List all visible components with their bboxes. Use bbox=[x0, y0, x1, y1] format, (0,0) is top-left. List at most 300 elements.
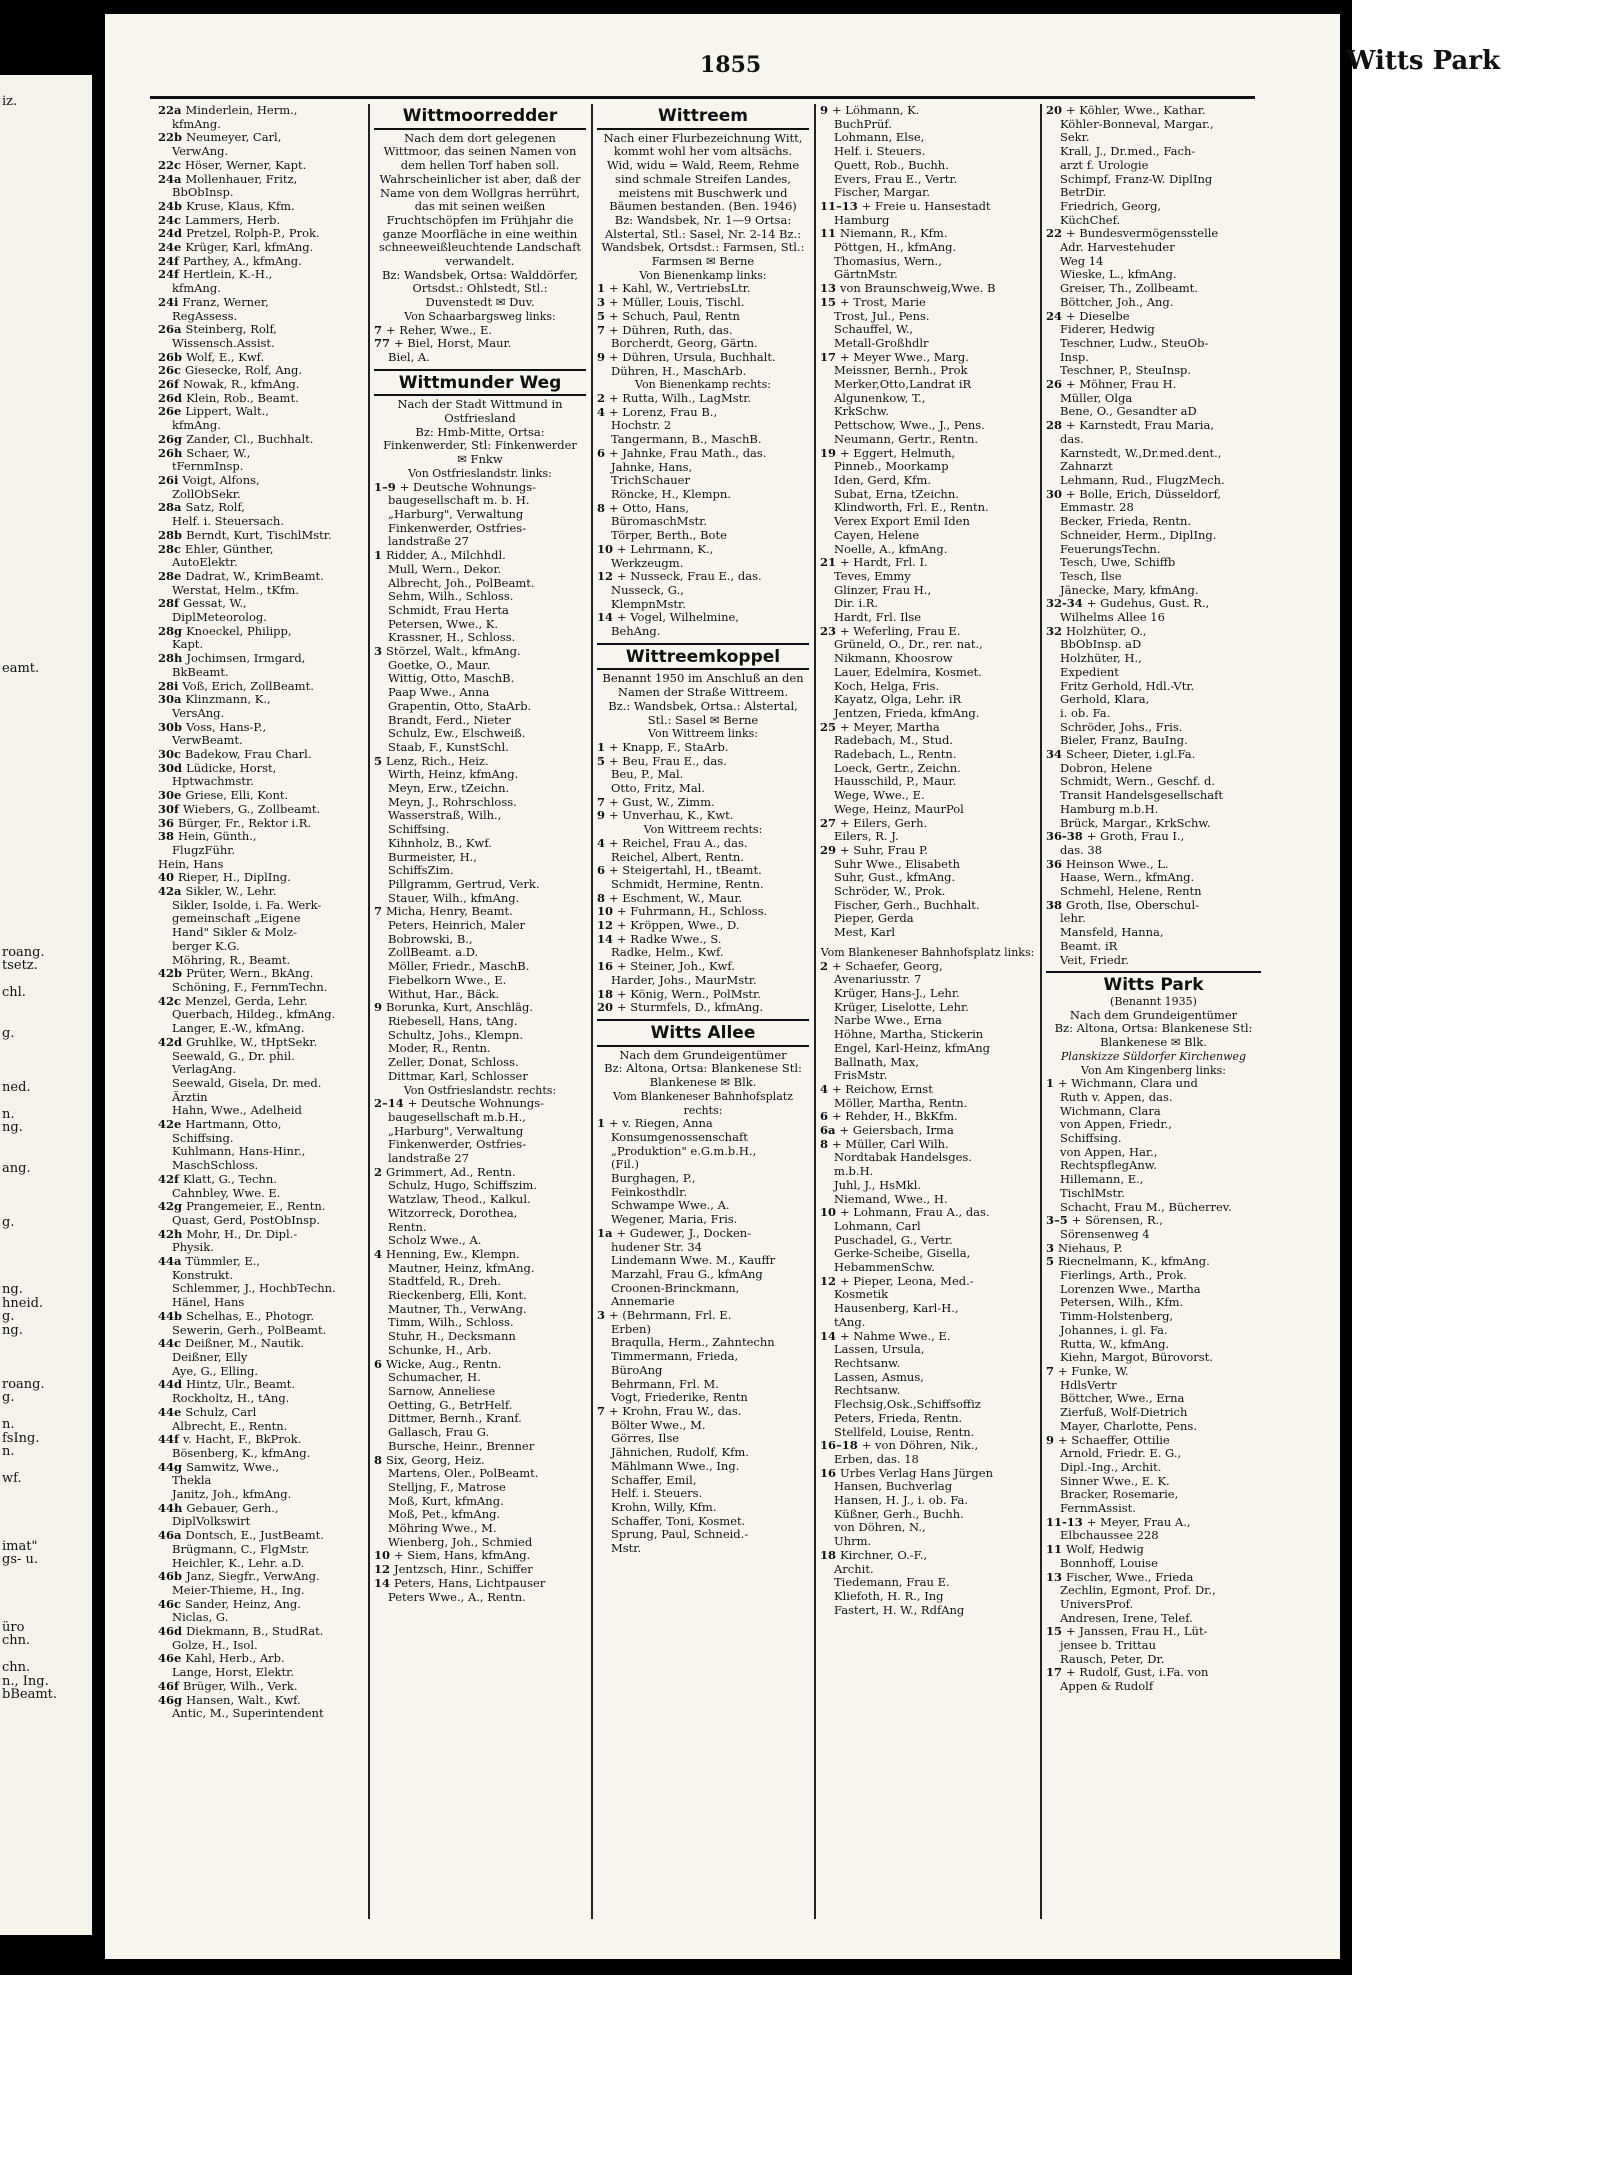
directory-entry bbox=[1046, 392, 1261, 406]
resident-text: Dipl.-Ing., Archit. bbox=[1060, 1460, 1162, 1474]
resident-text: + Sturmfels, D., kfmAng. bbox=[617, 1001, 764, 1015]
resident-text: + Lohmann, Frau A., das. bbox=[840, 1206, 990, 1220]
resident-text: + Groth, Frau I., bbox=[1086, 830, 1185, 844]
house-number: 42e bbox=[158, 1118, 186, 1132]
directory-entry bbox=[158, 419, 363, 433]
resident-text: + Biel, Horst, Maur. bbox=[394, 337, 512, 351]
directory-entry bbox=[1046, 1406, 1261, 1420]
directory-entry bbox=[1046, 1365, 1261, 1379]
resident-text: FrisMstr. bbox=[834, 1069, 888, 1083]
resident-text: Voigt, Alfons, bbox=[182, 473, 260, 487]
directory-entry bbox=[374, 481, 586, 495]
directory-entry bbox=[597, 296, 809, 310]
resident-text: Algunenkow, T., bbox=[834, 391, 926, 405]
directory-entry bbox=[374, 1440, 586, 1454]
directory-entry bbox=[820, 1384, 1035, 1398]
directory-entry bbox=[1046, 1132, 1261, 1146]
resident-text: + Bundesvermögensstelle bbox=[1066, 227, 1219, 241]
resident-text: Brandt, Ferd., Nieter bbox=[388, 713, 511, 727]
directory-entry bbox=[158, 762, 363, 776]
resident-text: Stelljng, F., Matrose bbox=[388, 1480, 506, 1494]
resident-text: Adr. Harvestehuder bbox=[1060, 241, 1175, 255]
house-number: 22a bbox=[158, 104, 186, 117]
directory-entry bbox=[820, 803, 1035, 817]
resident-text: landstraße 27 bbox=[388, 535, 469, 549]
directory-entry bbox=[1046, 748, 1261, 762]
resident-text: Arnold, Friedr. E. G., bbox=[1060, 1447, 1182, 1461]
house-number: 6 bbox=[820, 1110, 833, 1124]
street-district: Bz: Hmb-Mitte, Ortsa: Finkenwerder, Stl: Finkenwerder ✉ Fnkw bbox=[383, 424, 577, 467]
resident-text: + Siem, Hans, kfmAng. bbox=[394, 1549, 531, 1563]
house-number: 30e bbox=[158, 789, 186, 803]
resident-text: Böttcher, Joh., Ang. bbox=[1060, 295, 1174, 309]
street-title: Witts Park bbox=[1103, 975, 1204, 996]
house-number: 16 bbox=[820, 1466, 841, 1480]
directory-entry bbox=[1046, 1242, 1261, 1256]
house-number: 28g bbox=[158, 624, 187, 638]
directory-entry bbox=[597, 1446, 809, 1460]
previous-page-fragment: g. bbox=[2, 1025, 15, 1041]
resident-text: + Gudewer, J., Docken- bbox=[616, 1226, 752, 1240]
directory-entry bbox=[374, 1015, 586, 1029]
house-number: 4 bbox=[374, 1247, 387, 1261]
directory-entry bbox=[158, 1118, 363, 1132]
directory-entry bbox=[820, 1165, 1035, 1179]
resident-text: Hansen, H. J., i. ob. Fa. bbox=[834, 1494, 969, 1508]
directory-entry bbox=[374, 337, 586, 351]
column-5 bbox=[1046, 104, 1261, 1924]
directory-entry bbox=[158, 1378, 363, 1392]
resident-text: Deißner, M., Nautik. bbox=[185, 1337, 305, 1351]
resident-text: Riebesell, Hans, tAng. bbox=[388, 1015, 518, 1028]
directory-entry bbox=[597, 796, 809, 810]
directory-entry bbox=[1046, 1310, 1261, 1324]
resident-text: Holzhüter, O., bbox=[1066, 624, 1147, 638]
street-district: Bz: Wandsbek, Ortsa: Walddörfer, Ortsdst.: Ohlstedt, Stl.: Duvenstedt ✉ Duv. bbox=[381, 267, 579, 310]
resident-text: + Unverhau, K., Kwt. bbox=[609, 809, 734, 823]
directory-entry bbox=[158, 227, 363, 241]
direction-subheading: Vom Blankeneser Bahnhofsplatz rechts: bbox=[613, 1089, 793, 1117]
directory-entry bbox=[597, 1282, 809, 1296]
directory-entry bbox=[820, 241, 1035, 255]
previous-page-fragment: fsIng. bbox=[2, 1430, 40, 1446]
directory-entry bbox=[1046, 1502, 1261, 1516]
resident-text: Sinner Wwe., E. K. bbox=[1060, 1474, 1170, 1488]
directory-entry bbox=[158, 310, 363, 324]
directory-entry bbox=[597, 365, 809, 379]
house-number: 17 bbox=[820, 350, 841, 364]
street-description: Nach dem Grundeigentümer bbox=[619, 1047, 787, 1062]
directory-entry bbox=[374, 1563, 586, 1577]
previous-page-fragment: iz. bbox=[2, 94, 18, 109]
directory-entry bbox=[597, 1487, 809, 1501]
directory-entry bbox=[1046, 680, 1261, 694]
directory-entry bbox=[1046, 734, 1261, 748]
directory-entry bbox=[597, 1515, 809, 1529]
house-number: 30f bbox=[158, 802, 183, 816]
previous-page-fragment: ng. bbox=[2, 1120, 23, 1135]
directory-entry bbox=[1046, 611, 1261, 625]
resident-text: „Produktion" e.G.m.b.H., bbox=[611, 1144, 757, 1158]
directory-entry bbox=[820, 707, 1035, 721]
directory-entry bbox=[374, 672, 586, 686]
resident-text: Heinson Wwe., L. bbox=[1066, 857, 1169, 871]
resident-text: Bölter Wwe., M. bbox=[611, 1418, 706, 1432]
resident-text: Beamt. iR bbox=[1060, 939, 1118, 953]
house-number: 17 bbox=[1046, 1666, 1067, 1680]
house-number: 8 bbox=[597, 891, 610, 905]
directory-entry bbox=[374, 946, 586, 960]
directory-entry bbox=[820, 282, 1035, 296]
directory-entry bbox=[158, 981, 363, 995]
directory-entry bbox=[158, 899, 363, 913]
resident-text: Radke, Helm., Kwf. bbox=[611, 946, 724, 960]
house-number: 36 bbox=[158, 816, 179, 830]
house-number: 7 bbox=[597, 1404, 610, 1418]
resident-text: Bieler, Franz, BauIng. bbox=[1060, 734, 1188, 748]
directory-entry bbox=[158, 1310, 363, 1324]
directory-entry bbox=[1046, 405, 1261, 419]
resident-text: + von Döhren, Nik., bbox=[861, 1439, 979, 1453]
directory-entry bbox=[1046, 912, 1261, 926]
directory-entry bbox=[374, 1166, 586, 1180]
house-number: 26a bbox=[158, 323, 186, 337]
resident-text: + Krohn, Frau W., das. bbox=[609, 1404, 742, 1418]
resident-text: Schröder, Johs., Fris. bbox=[1060, 720, 1183, 734]
resident-text: Dittmer, Bernh., Kranf. bbox=[388, 1412, 522, 1426]
directory-entry bbox=[1046, 378, 1261, 392]
directory-entry bbox=[820, 337, 1035, 351]
directory-entry bbox=[374, 1358, 586, 1372]
resident-text: Schelhas, E., Photogr. bbox=[186, 1309, 314, 1323]
directory-entry bbox=[158, 1707, 363, 1721]
house-number: 26g bbox=[158, 432, 187, 446]
resident-text: Dir. i.R. bbox=[834, 597, 879, 611]
directory-entry bbox=[1046, 433, 1261, 447]
resident-text: + Vogel, Wilhelmine, bbox=[617, 611, 739, 625]
directory-entry bbox=[374, 1289, 586, 1303]
house-number: 10 bbox=[374, 1549, 395, 1563]
previous-page-fragment: ned. bbox=[2, 1079, 31, 1095]
directory-entry bbox=[597, 782, 809, 796]
house-number: 42a bbox=[158, 885, 186, 899]
resident-text: Heichler, K., Lehr. a.D. bbox=[172, 1556, 305, 1570]
directory-entry bbox=[597, 474, 809, 488]
house-number: 42h bbox=[158, 1227, 187, 1241]
directory-entry bbox=[374, 549, 586, 563]
directory-entry bbox=[158, 1269, 363, 1283]
resident-text: Möhring, R., Beamt. bbox=[172, 953, 291, 967]
street-title: Wittreemkoppel bbox=[625, 646, 781, 667]
directory-entry bbox=[158, 104, 363, 118]
resident-text: Kayatz, Olga, Lehr. iR bbox=[834, 693, 962, 707]
directory-entry bbox=[374, 604, 586, 618]
resident-text: Flechsig,Osk.,Schiffsoffiz bbox=[834, 1398, 981, 1412]
directory-entry bbox=[374, 1371, 586, 1385]
house-number: 18 bbox=[820, 1548, 841, 1562]
directory-entry bbox=[597, 1213, 809, 1227]
directory-entry bbox=[1046, 1105, 1261, 1119]
resident-text: Trost, Jul., Pens. bbox=[834, 309, 930, 323]
resident-text: VerwAng. bbox=[172, 145, 229, 159]
title-rule bbox=[597, 128, 809, 130]
resident-text: Peters, Heinrich, Maler bbox=[388, 919, 526, 933]
house-number: 6 bbox=[597, 864, 610, 878]
house-number: 3 bbox=[1046, 1241, 1059, 1255]
resident-text: SchiffsZim. bbox=[388, 864, 454, 878]
directory-entry bbox=[1046, 186, 1261, 200]
resident-text: Lüdicke, Horst, bbox=[186, 761, 277, 775]
directory-entry bbox=[820, 351, 1035, 365]
directory-entry bbox=[374, 919, 586, 933]
directory-entry bbox=[1046, 762, 1261, 776]
house-number: 44b bbox=[158, 1309, 187, 1323]
resident-text: Moß, Kurt, kfmAng. bbox=[388, 1494, 504, 1508]
resident-text: Lassen, Ursula, bbox=[834, 1343, 925, 1357]
directory-entry bbox=[158, 1652, 363, 1666]
resident-text: HdlsVertr bbox=[1060, 1378, 1117, 1392]
resident-text: Lauer, Edelmira, Kosmet. bbox=[834, 665, 982, 679]
resident-text: Krohn, Willy, Kfm. bbox=[611, 1500, 717, 1514]
street-title: Wittmoorredder bbox=[402, 106, 558, 126]
directory-entry bbox=[820, 1549, 1035, 1563]
directory-entry bbox=[158, 296, 363, 310]
house-number: 7 bbox=[374, 905, 387, 919]
resident-text: Wittig, Otto, MaschB. bbox=[388, 672, 515, 686]
directory-entry bbox=[1046, 515, 1261, 529]
resident-text: Wirth, Heinz, kfmAng. bbox=[388, 768, 519, 782]
resident-text: Ehler, Günther, bbox=[185, 542, 274, 556]
resident-text: + Deutsche Wohnungs- bbox=[399, 480, 537, 494]
resident-text: kfmAng. bbox=[172, 117, 221, 131]
resident-text: Timmermann, Frieda, bbox=[611, 1350, 739, 1364]
resident-text: Rausch, Peter, Dr. bbox=[1060, 1652, 1165, 1666]
resident-text: Engel, Karl-Heinz, kfmAng bbox=[834, 1041, 990, 1055]
resident-text: BbObInsp. aD bbox=[1060, 638, 1142, 652]
resident-text: + Hardt, Frl. I. bbox=[840, 556, 928, 570]
directory-entry bbox=[158, 570, 363, 584]
directory-entry bbox=[820, 1275, 1035, 1289]
resident-text: + Schaeffer, Ottilie bbox=[1058, 1433, 1170, 1447]
house-number: 3 bbox=[597, 1309, 610, 1323]
resident-text: Peters Wwe., A., Rentn. bbox=[388, 1590, 526, 1604]
resident-text: Mansfeld, Hanna, bbox=[1060, 926, 1164, 940]
house-number: 14 bbox=[597, 611, 618, 625]
directory-entry bbox=[820, 447, 1035, 461]
directory-entry bbox=[1046, 1434, 1261, 1448]
resident-text: Micha, Henry, Beamt. bbox=[386, 905, 513, 919]
house-number: 16 bbox=[597, 960, 618, 974]
resident-text: Querbach, Hildeg., kfmAng. bbox=[172, 1008, 336, 1022]
directory-entry bbox=[374, 563, 586, 577]
directory-entry bbox=[1046, 570, 1261, 584]
directory-entry bbox=[1046, 1516, 1261, 1530]
directory-entry bbox=[820, 1110, 1035, 1124]
house-number: 22b bbox=[158, 131, 187, 145]
directory-entry bbox=[374, 933, 586, 947]
directory-entry bbox=[820, 1604, 1035, 1618]
resident-text: Höser, Werner, Kapt. bbox=[185, 158, 307, 172]
resident-text: Krall, J., Dr.med., Fach- bbox=[1060, 145, 1196, 159]
house-number: 10 bbox=[597, 905, 618, 919]
resident-text: + Eschment, W., Maur. bbox=[609, 891, 743, 905]
directory-entry bbox=[597, 337, 809, 351]
house-number: 20 bbox=[597, 1001, 618, 1015]
resident-text: Neumann, Gertr., Rentn. bbox=[834, 432, 979, 446]
directory-entry bbox=[820, 255, 1035, 269]
resident-text: Stauer, Wilh., kfmAng. bbox=[388, 891, 520, 905]
house-number: 46f bbox=[158, 1679, 183, 1693]
house-number: 25 bbox=[820, 720, 841, 734]
house-number: 2–14 bbox=[374, 1097, 408, 1111]
resident-text: Menzel, Gerda, Lehr. bbox=[185, 994, 308, 1008]
directory-entry bbox=[158, 529, 363, 543]
directory-entry bbox=[820, 570, 1035, 584]
directory-entry bbox=[158, 734, 363, 748]
directory-entry bbox=[820, 543, 1035, 557]
resident-text: BuchPrüf. bbox=[834, 117, 892, 131]
house-number: 30d bbox=[158, 761, 187, 775]
resident-text: Hein, Hans bbox=[158, 857, 224, 871]
directory-entry bbox=[158, 323, 363, 337]
directory-entry bbox=[1046, 296, 1261, 310]
resident-text: Fiebelkorn Wwe., E. bbox=[388, 973, 507, 987]
resident-text: Cahnbley, Wwe. E. bbox=[172, 1186, 281, 1200]
resident-text: + Weferling, Frau E. bbox=[840, 624, 961, 638]
resident-text: das. bbox=[1060, 432, 1084, 446]
directory-entry bbox=[158, 954, 363, 968]
resident-text: Fiderer, Hedwig bbox=[1060, 323, 1155, 337]
resident-text: Meissner, Bernh., Prok bbox=[834, 364, 968, 378]
directory-entry bbox=[820, 680, 1035, 694]
directory-entry bbox=[1046, 1420, 1261, 1434]
directory-entry bbox=[158, 159, 363, 173]
resident-text: + Kröppen, Wwe., D. bbox=[617, 919, 740, 933]
resident-text: Jentzsch, Hinr., Schiffer bbox=[394, 1563, 533, 1577]
resident-text: Moß, Pet., kfmAng. bbox=[388, 1508, 501, 1522]
resident-text: Antic, M., Superintendent bbox=[172, 1707, 324, 1721]
house-number: 11-13 bbox=[1046, 1515, 1087, 1529]
house-number: 30c bbox=[158, 748, 186, 762]
resident-text: Transit Handelsgesellschaft bbox=[1060, 789, 1224, 803]
directory-entry bbox=[597, 625, 809, 639]
resident-text: + Deutsche Wohnungs- bbox=[407, 1097, 545, 1111]
previous-page-fragment: eamt. bbox=[2, 661, 40, 676]
resident-text: + Pieper, Leona, Med.- bbox=[840, 1274, 974, 1288]
resident-text: Seewald, G., Dr. phil. bbox=[172, 1049, 295, 1063]
resident-text: Fastert, H. W., RdfAng bbox=[834, 1603, 965, 1617]
resident-text: Samwitz, Wwe., bbox=[186, 1460, 279, 1474]
house-number: 21 bbox=[820, 556, 841, 570]
directory-entry bbox=[158, 268, 363, 282]
previous-page-fragment: n., Ing. bbox=[2, 1673, 49, 1689]
resident-text: Erben) bbox=[611, 1322, 651, 1336]
directory-entry bbox=[374, 1111, 586, 1125]
resident-text: + Trost, Marie bbox=[840, 295, 926, 309]
resident-text: Hamburg m.b.H. bbox=[1060, 802, 1159, 816]
house-number: 6a bbox=[820, 1124, 840, 1138]
directory-entry bbox=[820, 173, 1035, 187]
resident-text: Juhl, J., HsMkl. bbox=[834, 1178, 922, 1192]
resident-text: Lippert, Walt., bbox=[185, 405, 269, 419]
resident-text: Kapt. bbox=[172, 638, 204, 652]
resident-text: + Eilers, Gerh. bbox=[840, 816, 928, 830]
resident-text: lehr. bbox=[1060, 912, 1086, 926]
resident-text: „Harburg", Verwaltung bbox=[388, 1124, 524, 1138]
directory-entry bbox=[820, 419, 1035, 433]
resident-text: + Beu, Frau E., das. bbox=[609, 754, 727, 768]
directory-entry bbox=[820, 885, 1035, 899]
directory-entry bbox=[820, 1453, 1035, 1467]
street-title: Witts Allee bbox=[650, 1023, 756, 1043]
resident-text: Rechtsanw. bbox=[834, 1356, 901, 1370]
directory-entry bbox=[158, 1077, 363, 1091]
directory-entry bbox=[597, 919, 809, 933]
resident-text: Zierfuß, Wolf-Dietrich bbox=[1060, 1406, 1188, 1420]
resident-text: Röncke, H., Klempn. bbox=[611, 487, 731, 501]
resident-text: + Jahnke, Frau Math., das. bbox=[609, 446, 767, 460]
entries-list bbox=[597, 282, 809, 378]
directory-entry bbox=[158, 282, 363, 296]
street-description: Benannt 1950 im Anschluß an den Namen der Straße Wittreem. bbox=[602, 671, 804, 700]
directory-entry bbox=[597, 1528, 809, 1542]
directory-entry bbox=[820, 186, 1035, 200]
directory-entry bbox=[158, 1337, 363, 1351]
resident-text: Borcherdt, Georg, Gärtn. bbox=[611, 337, 758, 351]
directory-entry bbox=[820, 460, 1035, 474]
directory-entry bbox=[1046, 1228, 1261, 1242]
resident-text: Klindworth, Frl. E., Rentn. bbox=[834, 501, 989, 515]
house-number: 24d bbox=[158, 227, 187, 241]
resident-text: Wienberg, Joh., Schmied bbox=[388, 1535, 533, 1549]
directory-entry bbox=[820, 1576, 1035, 1590]
directory-entry bbox=[1046, 529, 1261, 543]
directory-entry bbox=[374, 823, 586, 837]
directory-entry bbox=[374, 1275, 586, 1289]
directory-entry bbox=[158, 186, 363, 200]
resident-text: Schultz, Johs., Klempn. bbox=[388, 1028, 524, 1042]
resident-text: Hänel, Hans bbox=[172, 1296, 245, 1310]
directory-entry bbox=[820, 734, 1035, 748]
resident-text: Görres, Ilse bbox=[611, 1432, 680, 1446]
directory-entry bbox=[158, 652, 363, 666]
resident-text: arzt f. Urologie bbox=[1060, 158, 1149, 172]
resident-text: Niclas, G. bbox=[172, 1611, 229, 1625]
directory-entry bbox=[820, 899, 1035, 913]
resident-text: Paap Wwe., Anna bbox=[388, 686, 490, 700]
street-district: Bz.: Wandsbek, Ortsa.: Alstertal, Stl.: Sasel ✉ Berne bbox=[608, 698, 798, 727]
directory-entry bbox=[158, 1200, 363, 1214]
directory-entry bbox=[374, 1508, 586, 1522]
house-number: 42d bbox=[158, 1035, 187, 1049]
directory-entry bbox=[597, 324, 809, 338]
directory-entry bbox=[158, 1365, 363, 1379]
directory-entry bbox=[374, 577, 586, 591]
directory-entry bbox=[158, 118, 363, 132]
resident-text: Lehmann, Rud., FlugzMech. bbox=[1060, 473, 1225, 487]
directory-entry bbox=[374, 1412, 586, 1426]
directory-entry bbox=[1046, 1283, 1261, 1297]
directory-entry bbox=[1046, 954, 1261, 968]
directory-entry bbox=[374, 892, 586, 906]
resident-text: Niemann, R., Kfm. bbox=[840, 227, 948, 241]
directory-entry bbox=[1046, 775, 1261, 789]
directory-entry bbox=[158, 995, 363, 1009]
street-district: Bz: Wandsbek, Nr. 1—9 Ortsa: Alstertal, Stl.: Sasel, Nr. 2-14 Bz.: Wandsbek, Ortsdst.: Farmsen, Stl.: Farmsen ✉ Berne bbox=[601, 212, 805, 269]
resident-text: + Radke Wwe., S. bbox=[617, 932, 722, 946]
directory-entry bbox=[1046, 337, 1261, 351]
directory-entry bbox=[1046, 1159, 1261, 1173]
